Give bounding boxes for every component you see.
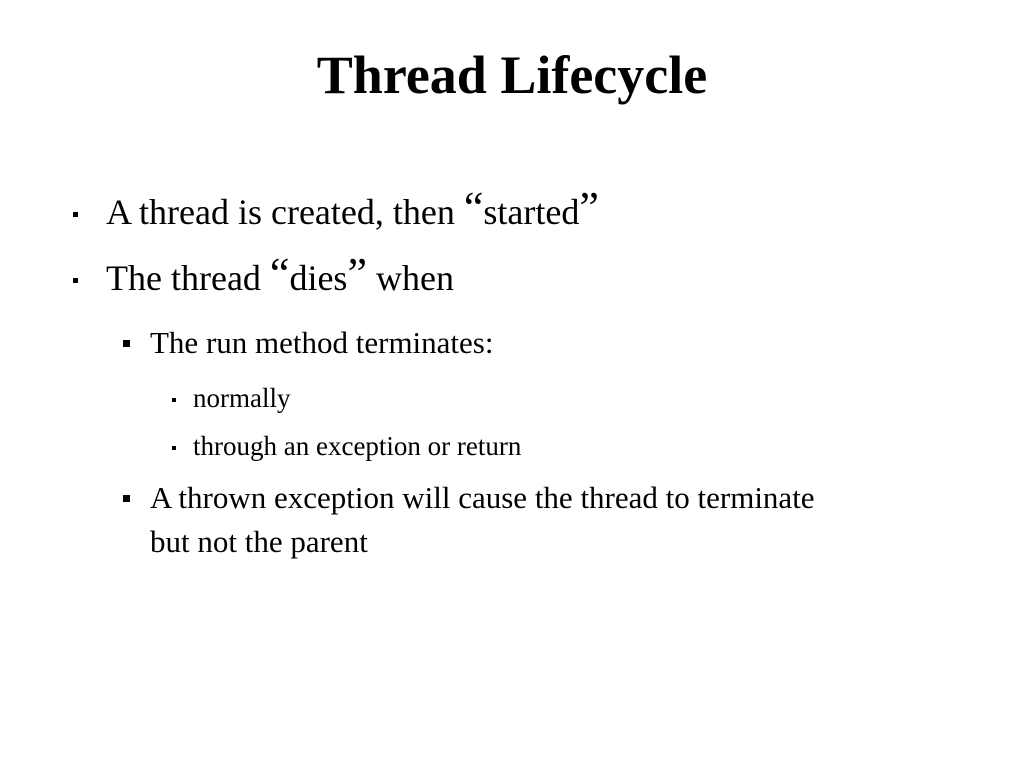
bullet-marker: [172, 398, 176, 402]
close-quote: ”: [347, 249, 367, 298]
sub-sub-bullet-item: [0, 380, 1024, 416]
close-quote: ”: [579, 183, 599, 232]
bullet-text-part: The thread: [106, 258, 270, 298]
bullet-marker: [73, 278, 78, 283]
bullet-item: [0, 183, 1024, 234]
bullet-text: [106, 249, 454, 300]
quoted-word: dies: [289, 258, 348, 298]
sub-bullet-text-continued: but not the parent: [150, 524, 368, 559]
bullet-text-part: when: [366, 258, 454, 298]
bullet-item: [0, 249, 1024, 300]
sub-bullet-item: [0, 321, 1024, 365]
sub-sub-bullet-text: normally: [193, 383, 291, 413]
sub-sub-bullet-item: [0, 428, 1024, 464]
bullet-marker: [172, 446, 176, 450]
bullet-text: [106, 183, 599, 234]
bullet-marker: [123, 340, 130, 347]
bullet-marker: [123, 495, 130, 502]
sub-bullet-text: The run method terminates:: [150, 325, 494, 360]
open-quote: “: [269, 249, 290, 298]
quoted-word: started: [483, 192, 580, 232]
open-quote: “: [463, 183, 484, 232]
bullet-marker: [73, 212, 78, 217]
sub-bullet-text: A thrown exception will cause the thread to terminate: [150, 480, 815, 515]
sub-bullet-item: [0, 476, 1024, 564]
sub-sub-bullet-text: through an exception or return: [193, 431, 522, 461]
slide-title: Thread Lifecycle: [316, 45, 708, 105]
bullet-text-part: A thread is created, then: [106, 192, 464, 232]
